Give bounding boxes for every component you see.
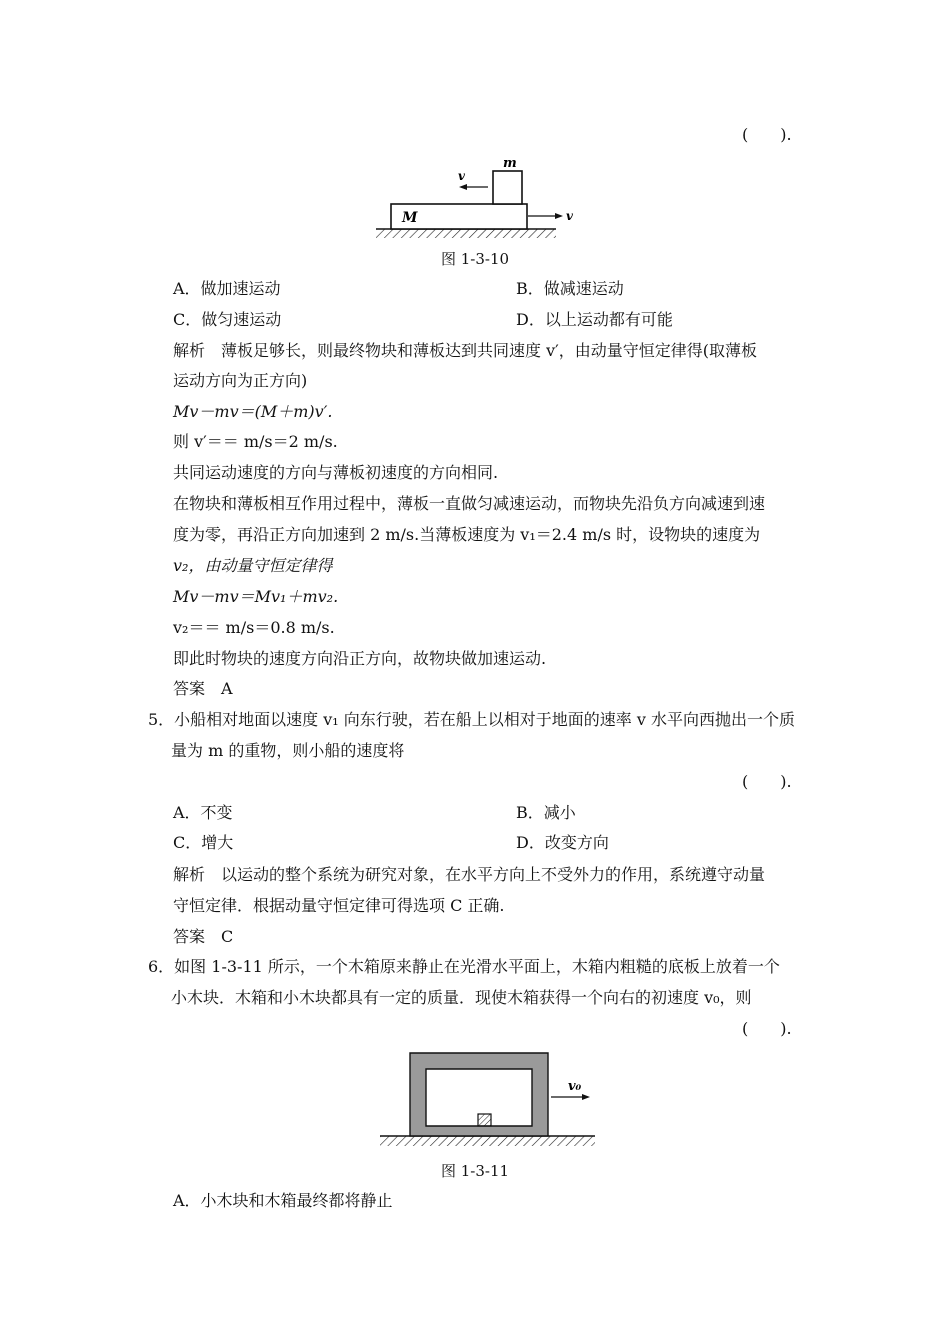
solution-line: 在物块和薄板相互作用过程中，薄板一直做匀减速运动，而物块先沿负方向减速到速 <box>173 494 766 513</box>
block-m <box>493 171 522 204</box>
solution-line: 解析 薄板足够长，则最终物块和薄板达到共同速度 v′，由动量守恒定律得(取薄板 <box>173 341 758 360</box>
figure-1-3-10 <box>370 150 585 242</box>
answer-paren: ( ). <box>742 772 792 791</box>
solution-line: 共同运动速度的方向与薄板初速度的方向相同. <box>173 463 499 482</box>
figure-caption: 图 1-3-11 <box>440 1162 510 1180</box>
label-m: m <box>503 156 517 171</box>
question-5-text: 5．小船相对地面以速度 v₁ 向东行驶，若在船上以相对于地面的速率 v 水平向西抛出一个质 <box>148 710 796 729</box>
option-a: A．不变 <box>173 803 233 822</box>
solution-line: 运动方向为正方向) <box>173 371 308 390</box>
ground-hatch <box>380 1136 595 1146</box>
solution-line: v₂＝＝ m/s＝0.8 m/s. <box>173 618 335 637</box>
option-d: D．以上运动都有可能 <box>516 310 673 329</box>
label-v0: v₀ <box>568 1079 582 1094</box>
solution-line: 即此时物块的速度方向沿正方向，故物块做加速运动. <box>173 649 547 668</box>
solution-line: 度为零，再沿正方向加速到 2 m/s.当薄板速度为 v₁＝2.4 m/s 时，设物块的速度为 <box>173 525 761 544</box>
option-b: B．做减速运动 <box>516 279 624 298</box>
answer-line: 答案 A <box>173 679 233 698</box>
equation-line: Mv－mv＝(M＋m)v′. <box>173 402 333 421</box>
equation-line: Mv－mv＝Mv₁＋mv₂. <box>173 587 339 606</box>
option-b: B．减小 <box>516 803 576 822</box>
solution-line: v₂，由动量守恒定律得 <box>173 556 333 575</box>
question-6-text: 小木块．木箱和小木块都具有一定的质量．现使木箱获得一个向右的初速度 v₀，则 <box>171 988 752 1007</box>
label-v-right: v <box>566 209 573 223</box>
ground-hatch <box>376 229 556 238</box>
solution-line: 守恒定律．根据动量守恒定律可得选项 C 正确. <box>173 896 505 915</box>
question-5-text: 量为 m 的重物，则小船的速度将 <box>171 741 405 760</box>
answer-paren: ( ). <box>742 125 792 144</box>
option-a: A．做加速运动 <box>173 279 281 298</box>
label-v-top: v <box>458 169 465 183</box>
answer-paren: ( ). <box>742 1019 792 1038</box>
option-a: A．小木块和木箱最终都将静止 <box>173 1191 393 1210</box>
option-d: D．改变方向 <box>516 833 609 852</box>
option-c: C．做匀速运动 <box>173 310 282 329</box>
option-c: C．增大 <box>173 833 234 852</box>
label-M: M <box>402 210 418 226</box>
figure-caption: 图 1-3-10 <box>440 250 510 268</box>
answer-line: 答案 C <box>173 927 234 946</box>
figure-1-3-11 <box>375 1048 605 1152</box>
solution-line: 则 v′＝＝ m/s＝2 m/s. <box>173 432 338 451</box>
question-6-text: 6．如图 1-3-11 所示，一个木箱原来静止在光滑水平面上，木箱内粗糙的底板上放着一个 <box>148 957 780 976</box>
small-block <box>478 1114 491 1126</box>
solution-line: 解析 以运动的整个系统为研究对象，在水平方向上不受外力的作用，系统遵守动量 <box>173 865 766 884</box>
